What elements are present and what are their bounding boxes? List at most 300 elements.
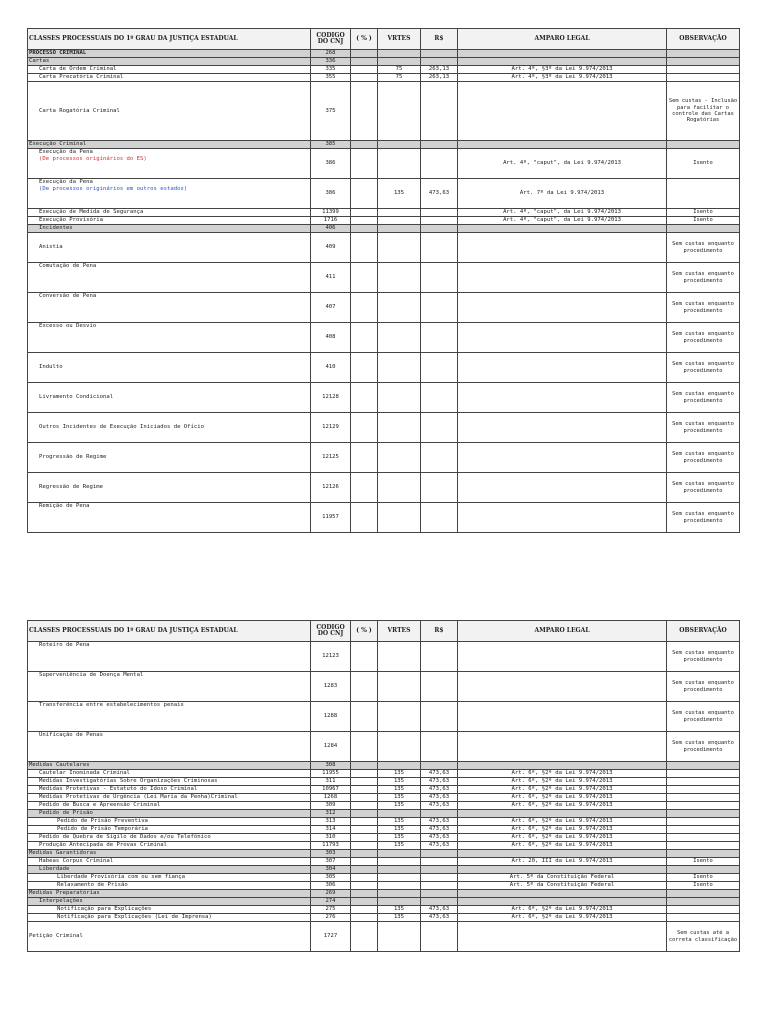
class-name-cell (28, 293, 311, 323)
cnj-code-cell: 275 (311, 906, 351, 914)
class-name: Livramento Condicional (39, 394, 114, 401)
percent-cell (351, 503, 378, 533)
legal-basis-cell: Art. 4º, "caput", da Lei 9.974/2013 (458, 209, 667, 217)
observation-cell (667, 834, 740, 842)
observation-cell (667, 778, 740, 786)
percent-cell (351, 74, 378, 82)
percent-cell (351, 732, 378, 762)
header-obs: OBSERVAÇÃO (667, 621, 740, 642)
observation-cell (667, 850, 740, 858)
legal-basis-cell: Art. 6º, §2º da Lei 9.974/2013 (458, 834, 667, 842)
rs-value-cell (421, 922, 458, 952)
percent-cell (351, 58, 378, 66)
legal-basis-cell: Art. 4º, §3º da Lei 9.974/2013 (458, 66, 667, 74)
rs-value-cell: 263,13 (421, 74, 458, 82)
percent-cell (351, 874, 378, 882)
observation-cell: Sem custas enquanto procedimento (667, 293, 740, 323)
percent-cell (351, 794, 378, 802)
vrtes-cell: 135 (378, 914, 421, 922)
legal-basis-cell: Art. 6º, §2º da Lei 9.974/2013 (458, 770, 667, 778)
observation-cell (667, 810, 740, 818)
class-name: Regressão de Regime (39, 484, 103, 491)
class-name: Execução de Medida de Segurança (39, 209, 144, 216)
class-name-note: (De processos originários em outros estados) (39, 185, 188, 192)
rs-value-cell: 473,63 (421, 802, 458, 810)
cnj-code-cell: 309 (311, 802, 351, 810)
percent-cell (351, 473, 378, 503)
observation-cell (667, 179, 740, 209)
cnj-code-cell: 313 (311, 818, 351, 826)
observation-cell (667, 66, 740, 74)
class-name: Indulto (39, 364, 63, 371)
class-name: Excesso ou Desvio (39, 323, 97, 329)
header-vrtes: VRTES (378, 29, 421, 50)
rs-value-cell (421, 702, 458, 732)
rs-value-cell: 473,63 (421, 786, 458, 794)
cnj-code-cell: 12125 (311, 443, 351, 473)
cnj-code-cell: 268 (311, 50, 351, 58)
table-header-row (28, 621, 740, 642)
table-row (28, 882, 740, 890)
observation-cell: Sem custas enquanto procedimento (667, 503, 740, 533)
class-name-cell (28, 810, 311, 818)
class-name: Execução da Pena (39, 149, 93, 155)
class-name-cell (28, 778, 311, 786)
cnj-code-cell: 305 (311, 874, 351, 882)
vrtes-cell (378, 225, 421, 233)
rs-value-cell (421, 383, 458, 413)
observation-cell (667, 786, 740, 794)
table-row (28, 473, 740, 503)
observation-cell (667, 225, 740, 233)
class-name: Medidas Garantidoras (29, 850, 97, 857)
class-name: Execução Provisória (39, 217, 103, 224)
header-rs: R$ (421, 29, 458, 50)
class-name: Execução da Pena (39, 179, 93, 185)
percent-cell (351, 834, 378, 842)
table-row (28, 858, 740, 866)
observation-cell: Sem custas enquanto procedimento (667, 443, 740, 473)
class-name-cell (28, 834, 311, 842)
vrtes-cell (378, 209, 421, 217)
class-name: Pedido de Busca e Apreensão Criminal (39, 802, 161, 809)
group-row (28, 866, 740, 874)
vrtes-cell (378, 898, 421, 906)
observation-cell: Sem custas enquanto procedimento (667, 353, 740, 383)
cnj-code-cell: 411 (311, 263, 351, 293)
table-page-1 (27, 28, 740, 533)
class-name-cell (28, 672, 311, 702)
observation-cell (667, 866, 740, 874)
class-name: Notificação para Explicações (Lei de Imprensa) (57, 914, 212, 921)
percent-cell (351, 906, 378, 914)
class-name-cell (28, 233, 311, 263)
legal-basis-cell (458, 225, 667, 233)
table-row (28, 922, 740, 952)
rs-value-cell (421, 882, 458, 890)
legal-basis-cell: Art. 4º, "caput", da Lei 9.974/2013 (458, 149, 667, 179)
class-name: Transferência entre estabelecimentos penais (39, 702, 184, 708)
vrtes-cell (378, 672, 421, 702)
rs-value-cell (421, 233, 458, 263)
table-row (28, 263, 740, 293)
legal-basis-cell (458, 323, 667, 353)
class-name-cell (28, 858, 311, 866)
legal-basis-cell (458, 443, 667, 473)
vrtes-cell (378, 642, 421, 672)
table-page-2 (27, 620, 740, 952)
legal-basis-cell: Art. 7º da Lei 9.974/2013 (458, 179, 667, 209)
class-name-cell (28, 74, 311, 82)
percent-cell (351, 383, 378, 413)
table-row (28, 874, 740, 882)
observation-cell (667, 826, 740, 834)
header-vrtes: VRTES (378, 621, 421, 642)
class-name: Carta de Ordem Criminal (39, 66, 117, 73)
observation-cell: Sem custas enquanto procedimento (667, 323, 740, 353)
class-name: Pedido de Quebra de Sigilo de Dados e/ou Telefônico (39, 834, 211, 841)
class-name-cell (28, 898, 311, 906)
rs-value-cell (421, 58, 458, 66)
table-row (28, 503, 740, 533)
cnj-code-cell: 385 (311, 141, 351, 149)
table-row (28, 209, 740, 217)
vrtes-cell (378, 866, 421, 874)
percent-cell (351, 353, 378, 383)
cnj-code-cell: 409 (311, 233, 351, 263)
cnj-code-cell: 306 (311, 882, 351, 890)
group-row (28, 810, 740, 818)
legal-basis-cell: Art. 6º, §2º da Lei 9.974/2013 (458, 818, 667, 826)
legal-basis-cell: Art. 6º, §2º da Lei 9.974/2013 (458, 906, 667, 914)
class-name-cell (28, 179, 311, 209)
legal-basis-cell (458, 263, 667, 293)
vrtes-cell: 135 (378, 826, 421, 834)
observation-cell: Isento (667, 874, 740, 882)
class-name-cell (28, 794, 311, 802)
header-classes: CLASSES PROCESSUAIS DO 1º GRAU DA JUSTIÇA ESTADUAL (28, 621, 311, 642)
vrtes-cell (378, 149, 421, 179)
percent-cell (351, 217, 378, 225)
class-name: Medidas Protetivas de Urgência (Lei Maria da Penha)Criminal (39, 794, 238, 801)
class-name-cell (28, 209, 311, 217)
class-name: Carta Precatória Criminal (39, 74, 124, 81)
percent-cell (351, 850, 378, 858)
observation-cell (667, 914, 740, 922)
table-row (28, 293, 740, 323)
observation-cell (667, 762, 740, 770)
class-name: Petição Criminal (29, 933, 83, 940)
observation-cell: Sem custas - Inclusão para facilitar o controle das Cartas Rogatórias (667, 82, 740, 141)
vrtes-cell (378, 922, 421, 952)
table-row (28, 323, 740, 353)
vrtes-cell (378, 413, 421, 443)
class-name-cell (28, 58, 311, 66)
class-name: Outros Incidentes de Execução Iniciados de Ofício (39, 424, 205, 431)
percent-cell (351, 898, 378, 906)
header-amparo: AMPARO LEGAL (458, 621, 667, 642)
vrtes-cell: 75 (378, 74, 421, 82)
legal-basis-cell (458, 702, 667, 732)
class-name-cell (28, 217, 311, 225)
cnj-code-cell: 311 (311, 778, 351, 786)
class-name-cell (28, 914, 311, 922)
legal-basis-cell: Art. 4º, "caput", da Lei 9.974/2013 (458, 217, 667, 225)
observation-cell: Sem custas enquanto procedimento (667, 413, 740, 443)
cnj-code-cell: 407 (311, 293, 351, 323)
percent-cell (351, 225, 378, 233)
rs-value-cell: 473,63 (421, 826, 458, 834)
table-row (28, 732, 740, 762)
class-name: Roteiro de Pena (39, 642, 90, 648)
cnj-code-cell: 12123 (311, 642, 351, 672)
vrtes-cell (378, 353, 421, 383)
vrtes-cell: 135 (378, 802, 421, 810)
group-row (28, 50, 740, 58)
cnj-code-cell: 1288 (311, 702, 351, 732)
class-name: Liberdade Provisória com ou sem fiança (57, 874, 185, 881)
table-header-row (28, 29, 740, 50)
cnj-code-cell: 304 (311, 866, 351, 874)
table-row (28, 413, 740, 443)
class-name: Habeas Corpus Criminal (39, 858, 114, 865)
table-row (28, 702, 740, 732)
class-name-cell (28, 874, 311, 882)
rs-value-cell (421, 732, 458, 762)
cnj-code-cell: 410 (311, 353, 351, 383)
rs-value-cell: 473,63 (421, 906, 458, 914)
observation-cell (667, 74, 740, 82)
vrtes-cell (378, 874, 421, 882)
cnj-code-cell: 310 (311, 834, 351, 842)
rs-value-cell (421, 473, 458, 503)
vrtes-cell: 135 (378, 778, 421, 786)
vrtes-cell: 135 (378, 770, 421, 778)
class-name-cell (28, 922, 311, 952)
cnj-code-cell: 11957 (311, 503, 351, 533)
vrtes-cell (378, 293, 421, 323)
rs-value-cell (421, 50, 458, 58)
class-name: Conversão de Pena (39, 293, 97, 299)
table-row (28, 642, 740, 672)
percent-cell (351, 293, 378, 323)
rs-value-cell: 473,63 (421, 834, 458, 842)
legal-basis-cell (458, 503, 667, 533)
observation-cell: Sem custas enquanto procedimento (667, 233, 740, 263)
observation-cell (667, 898, 740, 906)
table-row (28, 802, 740, 810)
legal-basis-cell (458, 353, 667, 383)
rs-value-cell: 473,63 (421, 914, 458, 922)
legal-basis-cell (458, 473, 667, 503)
cnj-code-cell: 11399 (311, 209, 351, 217)
class-name: Incidentes (39, 225, 73, 232)
class-name-cell (28, 323, 311, 353)
class-name: Interpelações (39, 898, 83, 905)
rs-value-cell (421, 217, 458, 225)
rs-value-cell (421, 225, 458, 233)
table-row (28, 818, 740, 826)
rs-value-cell (421, 890, 458, 898)
percent-cell (351, 858, 378, 866)
rs-value-cell (421, 672, 458, 702)
table-row (28, 443, 740, 473)
class-name: Progressão de Regime (39, 454, 107, 461)
observation-cell: Isento (667, 149, 740, 179)
vrtes-cell (378, 233, 421, 263)
cnj-code-cell: 386 (311, 149, 351, 179)
legal-basis-cell (458, 732, 667, 762)
header-codigo: CODIGO DO CNJ (311, 29, 351, 50)
group-row (28, 58, 740, 66)
class-name-cell (28, 82, 311, 141)
class-name: Unificação de Penas (39, 732, 103, 738)
percent-cell (351, 233, 378, 263)
rs-value-cell (421, 209, 458, 217)
observation-cell (667, 890, 740, 898)
table-row (28, 383, 740, 413)
class-name: Comutação de Pena (39, 263, 97, 269)
rs-value-cell (421, 874, 458, 882)
cnj-code-cell: 10967 (311, 786, 351, 794)
rs-value-cell (421, 850, 458, 858)
vrtes-cell: 135 (378, 786, 421, 794)
cnj-code-cell: 12129 (311, 413, 351, 443)
legal-basis-cell: Art. 6º, §2º da Lei 9.974/2013 (458, 778, 667, 786)
rs-value-cell: 473,63 (421, 179, 458, 209)
observation-cell: Sem custas enquanto procedimento (667, 473, 740, 503)
vrtes-cell (378, 443, 421, 473)
legal-basis-cell: Art. 5º da Constituição Federal (458, 882, 667, 890)
rs-value-cell (421, 858, 458, 866)
table-row (28, 794, 740, 802)
class-name-cell (28, 770, 311, 778)
vrtes-cell (378, 323, 421, 353)
table-row (28, 826, 740, 834)
percent-cell (351, 842, 378, 850)
percent-cell (351, 149, 378, 179)
percent-cell (351, 762, 378, 770)
cnj-code-cell: 335 (311, 66, 351, 74)
rs-value-cell (421, 413, 458, 443)
observation-cell: Sem custas enquanto procedimento (667, 732, 740, 762)
vrtes-cell (378, 383, 421, 413)
class-name: Superveniência de Doença Mental (39, 672, 144, 678)
legal-basis-cell (458, 413, 667, 443)
class-name-cell (28, 413, 311, 443)
class-name: Relaxamento de Prisão (57, 882, 128, 889)
cnj-code-cell: 12126 (311, 473, 351, 503)
legal-basis-cell (458, 383, 667, 413)
class-name-cell (28, 263, 311, 293)
legal-basis-cell (458, 58, 667, 66)
class-name-cell (28, 732, 311, 762)
percent-cell (351, 802, 378, 810)
legal-basis-cell (458, 762, 667, 770)
header-pct: ( % ) (351, 29, 378, 50)
percent-cell (351, 66, 378, 74)
vrtes-cell: 135 (378, 906, 421, 914)
vrtes-cell (378, 882, 421, 890)
percent-cell (351, 818, 378, 826)
class-name-cell (28, 141, 311, 149)
class-name: PROCESSO CRIMINAL (29, 50, 87, 57)
observation-cell (667, 50, 740, 58)
table-row (28, 179, 740, 209)
class-name: Cartas (29, 58, 50, 65)
legal-basis-cell (458, 82, 667, 141)
cnj-code-cell: 1268 (311, 794, 351, 802)
class-name: Medidas Cautelares (29, 762, 90, 769)
cnj-code-cell: 1716 (311, 217, 351, 225)
rs-value-cell (421, 898, 458, 906)
table-row (28, 834, 740, 842)
cnj-code-cell: 269 (311, 890, 351, 898)
class-name: Anistia (39, 244, 63, 251)
rs-value-cell (421, 443, 458, 473)
vrtes-cell (378, 762, 421, 770)
class-name-cell (28, 702, 311, 732)
observation-cell: Sem custas enquanto procedimento (667, 383, 740, 413)
cnj-code-cell: 11793 (311, 842, 351, 850)
cnj-code-cell: 11955 (311, 770, 351, 778)
class-name: Medidas Investigatórias Sobre Organizações Criminosas (39, 778, 218, 785)
cnj-code-cell: 1283 (311, 672, 351, 702)
vrtes-cell (378, 850, 421, 858)
class-name-cell (28, 503, 311, 533)
legal-basis-cell (458, 293, 667, 323)
cnj-code-cell: 276 (311, 914, 351, 922)
class-name: Produção Antecipada de Provas Criminal (39, 842, 167, 849)
table-row (28, 786, 740, 794)
table-row (28, 233, 740, 263)
table-row (28, 842, 740, 850)
class-name-cell (28, 882, 311, 890)
observation-cell: Sem custas enquanto procedimento (667, 263, 740, 293)
legal-basis-cell (458, 672, 667, 702)
percent-cell (351, 786, 378, 794)
header-obs: OBSERVAÇÃO (667, 29, 740, 50)
class-name: Carta Rogatória Criminal (39, 107, 120, 114)
class-name-note: (De processos originários do ES) (39, 155, 147, 162)
class-name-cell (28, 802, 311, 810)
class-name: Execução Criminal (29, 141, 87, 148)
class-name-cell (28, 826, 311, 834)
class-name: Cautelar Inominada Criminal (39, 770, 130, 777)
rs-value-cell: 473,63 (421, 778, 458, 786)
group-row (28, 141, 740, 149)
rs-value-cell (421, 866, 458, 874)
rs-value-cell (421, 503, 458, 533)
class-name-cell (28, 383, 311, 413)
legal-basis-cell: Art. 6º, §2º da Lei 9.974/2013 (458, 826, 667, 834)
rs-value-cell: 473,63 (421, 794, 458, 802)
rs-value-cell (421, 149, 458, 179)
percent-cell (351, 702, 378, 732)
class-name-cell (28, 66, 311, 74)
observation-cell (667, 141, 740, 149)
observation-cell (667, 794, 740, 802)
vrtes-cell (378, 732, 421, 762)
legal-basis-cell: Art. 6º, §2º da Lei 9.974/2013 (458, 786, 667, 794)
legal-basis-cell (458, 141, 667, 149)
legal-basis-cell: Art. 6º, §2º da Lei 9.974/2013 (458, 794, 667, 802)
percent-cell (351, 810, 378, 818)
cnj-code-cell: 12128 (311, 383, 351, 413)
cnj-code-cell: 336 (311, 58, 351, 66)
class-name: Medidas Preparatórias (29, 890, 100, 897)
cnj-code-cell: 1284 (311, 732, 351, 762)
